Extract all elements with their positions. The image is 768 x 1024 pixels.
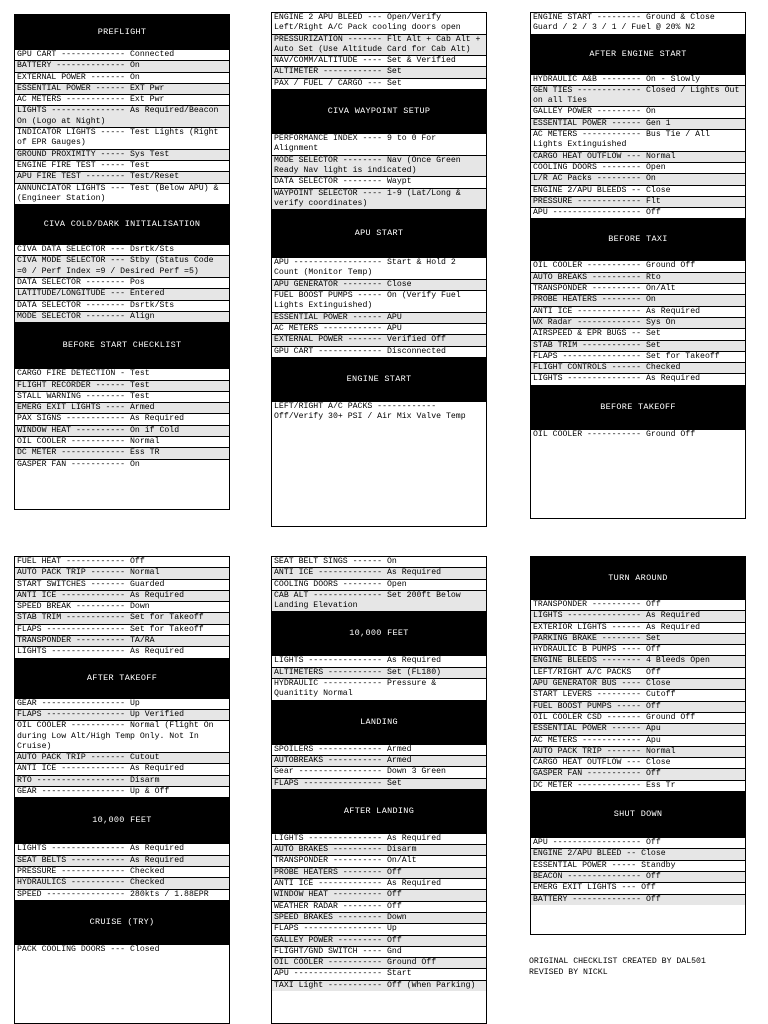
checklist-item: GPU CART ------------- Connected bbox=[15, 49, 229, 60]
checklist-item: FLIGHT CONTROLS ------ Checked bbox=[531, 362, 745, 373]
checklist-item: SPEED BREAK ---------- Down bbox=[15, 601, 229, 612]
checklist-item: NAV/COMM/ALTITUDE ---- Set & Verified bbox=[272, 55, 486, 66]
checklist-section bbox=[272, 789, 486, 991]
checklist-item: WEATHER RADAR -------- Off bbox=[272, 901, 486, 912]
checklist-item: HYDRAULICS ----------- Checked bbox=[15, 877, 229, 888]
checklist-item: ENGINE 2/APU BLEED -- Close bbox=[531, 848, 745, 859]
checklist-item: CIVA MODE SELECTOR --- Stby (Status Code =0 / Perf Index =9 / Desired Perf =5) bbox=[15, 255, 229, 277]
checklist-item: ENGINE 2/APU BLEEDS -- Close bbox=[531, 185, 745, 196]
checklist-section bbox=[272, 357, 486, 423]
checklist-item: ANTI ICE ------------- As Required bbox=[15, 763, 229, 774]
checklist-item: AUTO PACK TRIP ------- Cutout bbox=[15, 752, 229, 763]
footer-line-1: ORIGINAL CHECKLIST CREATED BY DAL501 bbox=[529, 957, 706, 966]
checklist-item: COOLING DOORS -------- Open bbox=[531, 162, 745, 173]
section-header: AFTER LANDING bbox=[272, 789, 486, 833]
checklist-section bbox=[272, 700, 486, 789]
checklist-section bbox=[531, 13, 745, 34]
checklist-item: TRANSPONDER ---------- On/Alt bbox=[272, 855, 486, 866]
checklist-item: DATA SELECTOR -------- Waypt bbox=[272, 176, 486, 187]
column-after-engine-start bbox=[530, 12, 746, 519]
checklist-item: GASPER FAN ----------- Off bbox=[531, 768, 745, 779]
checklist-item: ANNUNCIATOR LIGHTS --- Test (Below APU) & (Engineer Station) bbox=[15, 183, 229, 205]
checklist-item: SEAT BELT SINGS ------ On bbox=[274, 557, 397, 566]
section-header: 10,000 FEET bbox=[272, 611, 486, 655]
checklist-item: L/R AC Packs --------- On bbox=[531, 173, 745, 184]
checklist-section bbox=[15, 797, 229, 899]
checklist-item: PERFORMANCE INDEX ---- 9 to 0 For Alignment bbox=[272, 133, 486, 155]
checklist-item: PRESSURE ------------- Flt bbox=[531, 196, 745, 207]
checklist-item: PRESSURE ------------- Checked bbox=[15, 866, 229, 877]
checklist-item: LIGHTS --------------- As Required bbox=[15, 646, 229, 657]
checklist-item: Gear ----------------- Down 3 Green bbox=[272, 766, 486, 777]
checklist-item: ENGINE BLEEDS -------- 4 Bleeds Open bbox=[531, 655, 745, 666]
section-header: AFTER TAKEOFF bbox=[15, 658, 229, 698]
checklist-item: ENGINE 2 APU BLEED --- Open/Verify Left/Right A/C Pack cooling doors open bbox=[274, 13, 461, 33]
checklist-section bbox=[531, 34, 745, 219]
checklist-item: EXTERIOR LIGHTS ------ As Required bbox=[531, 622, 745, 633]
checklist-item: APU ------------------ Off bbox=[531, 837, 745, 848]
checklist-item: LIGHTS --------------- As Required bbox=[272, 655, 486, 666]
checklist-item: PRESSURIZATION ------- Flt Alt + Cab Alt + Auto Set (Use Altitude Card for Cab Alt) bbox=[274, 34, 486, 54]
section-header: CIVA WAYPOINT SETUP bbox=[272, 89, 486, 133]
checklist-item: INDICATOR LIGHTS ----- Test Lights (Right of EPR Gauges) bbox=[15, 127, 229, 149]
checklist-item: FLAPS ---------------- Set for Takeoff bbox=[531, 351, 745, 362]
checklist-section bbox=[15, 658, 229, 798]
checklist-item: APU GENERATOR BUS ---- Close bbox=[531, 678, 745, 689]
checklist-item: TRANSPONDER ---------- Off bbox=[531, 599, 745, 610]
checklist-item: HYDRAULIC ------------ Pressure & Quanitity Normal bbox=[272, 678, 486, 700]
footer-credits bbox=[529, 956, 759, 978]
checklist-item: OIL COOLER ----------- Ground Off bbox=[531, 260, 745, 271]
checklist-item: CARGO HEAT OUTFLOW --- Normal bbox=[531, 151, 745, 162]
section-header: TURN AROUND bbox=[531, 557, 745, 599]
checklist-item: ESSENTIAL POWER ------ EXT Pwr bbox=[15, 83, 229, 94]
checklist-item: ANTI ICE ------------- As Required bbox=[272, 878, 486, 889]
checklist-item: ENGINE FIRE TEST ----- Test bbox=[15, 160, 229, 171]
checklist-section bbox=[531, 791, 745, 905]
section-header: BEFORE START CHECKLIST bbox=[15, 322, 229, 368]
checklist-item: ANTI ICE ------------- As Required bbox=[15, 590, 229, 601]
checklist-item: WAYPOINT SELECTOR ---- 1-9 (Lat/Long & verify coordinates) bbox=[272, 188, 486, 210]
checklist-item: APU ------------------ Start & Hold 2 Count (Monitor Temp) bbox=[272, 257, 486, 279]
checklist-section bbox=[531, 385, 745, 440]
checklist-item: ESSENTIAL POWER ------ Apu bbox=[531, 723, 745, 734]
section-header: 10,000 FEET bbox=[15, 797, 229, 843]
checklist-item: GPU CART ------------- Disconnected bbox=[272, 346, 486, 357]
checklist-item: SEAT BELTS ----------- As Required bbox=[15, 855, 229, 866]
checklist-item: OIL COOLER ----------- Normal bbox=[15, 436, 229, 447]
column-descent-landing bbox=[271, 556, 487, 1024]
checklist-item: ANTI ICE ------------- As Required bbox=[272, 567, 486, 578]
checklist-item: TRANSPONDER ---------- TA/RA bbox=[15, 635, 229, 646]
checklist-item: START SWITCHES ------- Guarded bbox=[15, 579, 229, 590]
checklist-section bbox=[272, 611, 486, 699]
checklist-item: ESSENTIAL POWER ------ APU bbox=[272, 312, 486, 323]
checklist-item: AUTOBREAKS ----------- Armed bbox=[272, 755, 486, 766]
checklist-item: SPOILERS ------------- Armed bbox=[272, 744, 486, 755]
section-header: CRUISE (TRY) bbox=[15, 900, 229, 944]
checklist-item: CIVA DATA SELECTOR --- Dsrtk/Sts bbox=[15, 244, 229, 255]
checklist-item: DC METER ------------- Ess Tr bbox=[531, 780, 745, 791]
section-header: PREFLIGHT bbox=[15, 15, 229, 49]
checklist-item: PROBE HEATERS -------- On bbox=[531, 294, 745, 305]
checklist-section bbox=[272, 209, 486, 357]
checklist-item: PACK COOLING DOORS --- Closed bbox=[15, 944, 229, 955]
checklist-item: DATA SELECTOR -------- Pos bbox=[15, 277, 229, 288]
checklist-item: HYDRAULIC B PUMPS ---- Off bbox=[531, 644, 745, 655]
checklist-item: EMERG EXIT LIGHTS ---- Armed bbox=[15, 402, 229, 413]
checklist-item: FLIGHT/GND SWITCH ---- Gnd bbox=[272, 946, 486, 957]
checklist-item: AC METERS ------------ Apu bbox=[531, 735, 745, 746]
checklist-item: MODE SELECTOR -------- Nav (Once Green Ready Nav light is indicated) bbox=[272, 155, 486, 177]
checklist-section bbox=[272, 557, 486, 611]
section-header: APU START bbox=[272, 209, 486, 257]
checklist-item: FUEL BOOST PUMPS ----- Off bbox=[531, 701, 745, 712]
checklist-item: PROBE HEATERS -------- Off bbox=[272, 867, 486, 878]
checklist-item: AIRSPEED & EPR BUGS -- Set bbox=[531, 328, 745, 339]
checklist-item: PAX / FUEL / CARGO --- Set bbox=[272, 78, 486, 89]
checklist-item: GALLEY POWER --------- Off bbox=[272, 935, 486, 946]
checklist-item: FUEL HEAT ------------ Off bbox=[17, 557, 145, 566]
checklist-item: APU ------------------ Start bbox=[272, 968, 486, 979]
section-header: ENGINE START bbox=[272, 357, 486, 401]
checklist-item: FLIGHT RECORDER ------ Test bbox=[15, 380, 229, 391]
checklist-item: APU GENERATOR -------- Close bbox=[272, 279, 486, 290]
checklist-item: GALLEY POWER --------- On bbox=[531, 106, 745, 117]
checklist-item: AC METERS ------------ Ext Pwr bbox=[15, 94, 229, 105]
checklist-item: START LEVERS --------- Cutoff bbox=[531, 689, 745, 700]
checklist-item: LIGHTS --------------- As Required bbox=[15, 843, 229, 854]
checklist-item: EMERG EXIT LIGHTS --- Off bbox=[531, 882, 745, 893]
checklist-item: ENGINE START --------- Ground & Close Guard / 2 / 3 / 1 / Fuel @ 20% N2 bbox=[533, 13, 720, 33]
checklist-item: LIGHTS --------------- As Required bbox=[272, 833, 486, 844]
checklist-item: LEFT/RIGHT A/C PACKS ------------ Off/Verify 30+ PSI / Air Mix Valve Temp bbox=[272, 401, 486, 423]
checklist-item: TAXI Light ----------- Off (When Parking) bbox=[272, 980, 486, 991]
checklist-section bbox=[15, 322, 229, 470]
checklist-item: FLAPS ---------------- Set for Takeoff bbox=[15, 624, 229, 635]
section-header: BEFORE TAKEOFF bbox=[531, 385, 745, 429]
checklist-item: OIL COOLER ----------- Ground Off bbox=[531, 429, 745, 440]
checklist-item: OIL COOLER ----------- Ground Off bbox=[272, 957, 486, 968]
checklist-item: PAX SIGNS ------------ As Required bbox=[15, 413, 229, 424]
checklist-item: LIGHTS --------------- As Required/Beacon On (Logo at Night) bbox=[15, 105, 229, 127]
checklist-item: FUEL BOOST PUMPS ----- On (Verify Fuel Lights Extinguished) bbox=[272, 290, 486, 312]
checklist-item: TRANSPONDER ---------- On/Alt bbox=[531, 283, 745, 294]
checklist-section bbox=[531, 557, 745, 791]
checklist-section bbox=[15, 900, 229, 955]
checklist-item: ALTIMETERS ----------- Set (FL180) bbox=[272, 667, 486, 678]
checklist-item: AC METERS ------------ Bus Tie / All Lights Extinguished bbox=[531, 129, 745, 151]
checklist-section bbox=[272, 13, 486, 89]
checklist-item: FLAPS ---------------- Set bbox=[272, 778, 486, 789]
checklist-item: STALL WARNING -------- Test bbox=[15, 391, 229, 402]
column-before-takeoff-cont bbox=[14, 556, 230, 1024]
checklist-item: GASPER FAN ----------- On bbox=[15, 459, 229, 470]
checklist-item: MODE SELECTOR -------- Align bbox=[15, 311, 229, 322]
checklist-item: BATTERY -------------- On bbox=[15, 60, 229, 71]
column-engine-apu bbox=[271, 12, 487, 527]
section-header: LANDING bbox=[272, 700, 486, 744]
checklist-item: ESSENTIAL POWER ------ Gen 1 bbox=[531, 118, 745, 129]
checklist-item: BATTERY -------------- Off bbox=[531, 894, 745, 905]
checklist-item: LIGHTS --------------- As Required bbox=[531, 610, 745, 621]
checklist-item: SPEED BRAKES --------- Down bbox=[272, 912, 486, 923]
checklist-item: GEAR ----------------- Up bbox=[15, 698, 229, 709]
checklist-item: AUTO PACK TRIP ------- Normal bbox=[15, 567, 229, 578]
checklist-item: RTO ------------------ Disarm bbox=[15, 775, 229, 786]
checklist-item: STAB TRIM ------------ Set for Takeoff bbox=[15, 612, 229, 623]
checklist-item: AUTO BRAKES ---------- Disarm bbox=[272, 844, 486, 855]
checklist-item: DC METER ------------- Ess TR bbox=[15, 447, 229, 458]
checklist-item: OIL COOLER CSD ------- Ground Off bbox=[531, 712, 745, 723]
checklist-item: GEAR ----------------- Up & Off bbox=[15, 786, 229, 797]
checklist-section bbox=[15, 15, 229, 204]
section-header: BEFORE TAXI bbox=[531, 218, 745, 260]
checklist-item: WX Radar ------------- Sys On bbox=[531, 317, 745, 328]
checklist-item: WINDOW HEAT ---------- On if Cold bbox=[15, 425, 229, 436]
checklist-item: LATITUDE/LONGITUDE --- Entered bbox=[15, 288, 229, 299]
checklist-item: SPEED ---------------- 280kts / 1.88EPR bbox=[15, 889, 229, 900]
checklist-item: AUTO PACK TRIP ------- Normal bbox=[531, 746, 745, 757]
checklist-item: COOLING DOORS -------- Open bbox=[272, 579, 486, 590]
checklist-section bbox=[531, 218, 745, 384]
checklist-item: STAB TRIM ------------ Set bbox=[531, 340, 745, 351]
checklist-item: BEACON --------------- Off bbox=[531, 871, 745, 882]
checklist-item: GROUND PROXIMITY ----- Sys Test bbox=[15, 149, 229, 160]
checklist-item: FLAPS ---------------- Up Verified bbox=[15, 709, 229, 720]
checklist-item: LIGHTS --------------- As Required bbox=[531, 373, 745, 384]
checklist-section bbox=[15, 557, 229, 658]
checklist-item: CARGO FIRE DETECTION - Test bbox=[15, 368, 229, 379]
checklist-item: APU FIRE TEST -------- Test/Reset bbox=[15, 171, 229, 182]
checklist-item: CARGO HEAT OUTFLOW --- Close bbox=[531, 757, 745, 768]
checklist-item: DATA SELECTOR -------- Dsrtk/Sts bbox=[15, 300, 229, 311]
checklist-item: ANTI ICE ------------- As Required bbox=[531, 306, 745, 317]
checklist-item: OIL COOLER ----------- Normal (Flight On during Low Alt/High Temp Only. Not In Cruise) bbox=[15, 720, 229, 752]
section-header: CIVA COLD/DARK INITIALISATION bbox=[15, 204, 229, 244]
checklist-item: EXTERNAL POWER ------- On bbox=[15, 72, 229, 83]
checklist-item: LEFT/RIGHT A/C PACKS Off bbox=[531, 667, 745, 678]
checklist-item: GEN TIES ------------- Closed / Lights Out on all Ties bbox=[533, 85, 745, 106]
checklist-item: WINDOW HEAT ---------- Off bbox=[272, 889, 486, 900]
column-turnaround-shutdown bbox=[530, 556, 746, 935]
checklist-section bbox=[272, 89, 486, 209]
checklist-item: FLAPS ---------------- Up bbox=[272, 923, 486, 934]
section-header: SHUT DOWN bbox=[531, 791, 745, 837]
checklist-item: APU ------------------ Off bbox=[531, 207, 745, 218]
footer-line-2: REVISED BY NICKL bbox=[529, 968, 608, 977]
checklist-item: PARKING BRAKE -------- Set bbox=[531, 633, 745, 644]
checklist-item: AC METERS ------------ APU bbox=[272, 323, 486, 334]
checklist-item: AUTO BREAKS ---------- Rto bbox=[531, 272, 745, 283]
checklist-item: CAB ALT -------------- Set 200ft Below Landing Elevation bbox=[272, 590, 486, 612]
checklist-item: HYDRAULIC A&B -------- On - Slowly bbox=[531, 74, 745, 85]
checklist-item: ALTIMETER ------------ Set bbox=[272, 66, 486, 77]
column-preflight bbox=[14, 14, 230, 510]
checklist-section bbox=[15, 204, 229, 322]
checklist-item: EXTERNAL POWER ------- Verified Off bbox=[272, 334, 486, 345]
checklist-item: ESSENTIAL POWER ----- Standby bbox=[531, 860, 745, 871]
section-header: AFTER ENGINE START bbox=[531, 34, 745, 74]
